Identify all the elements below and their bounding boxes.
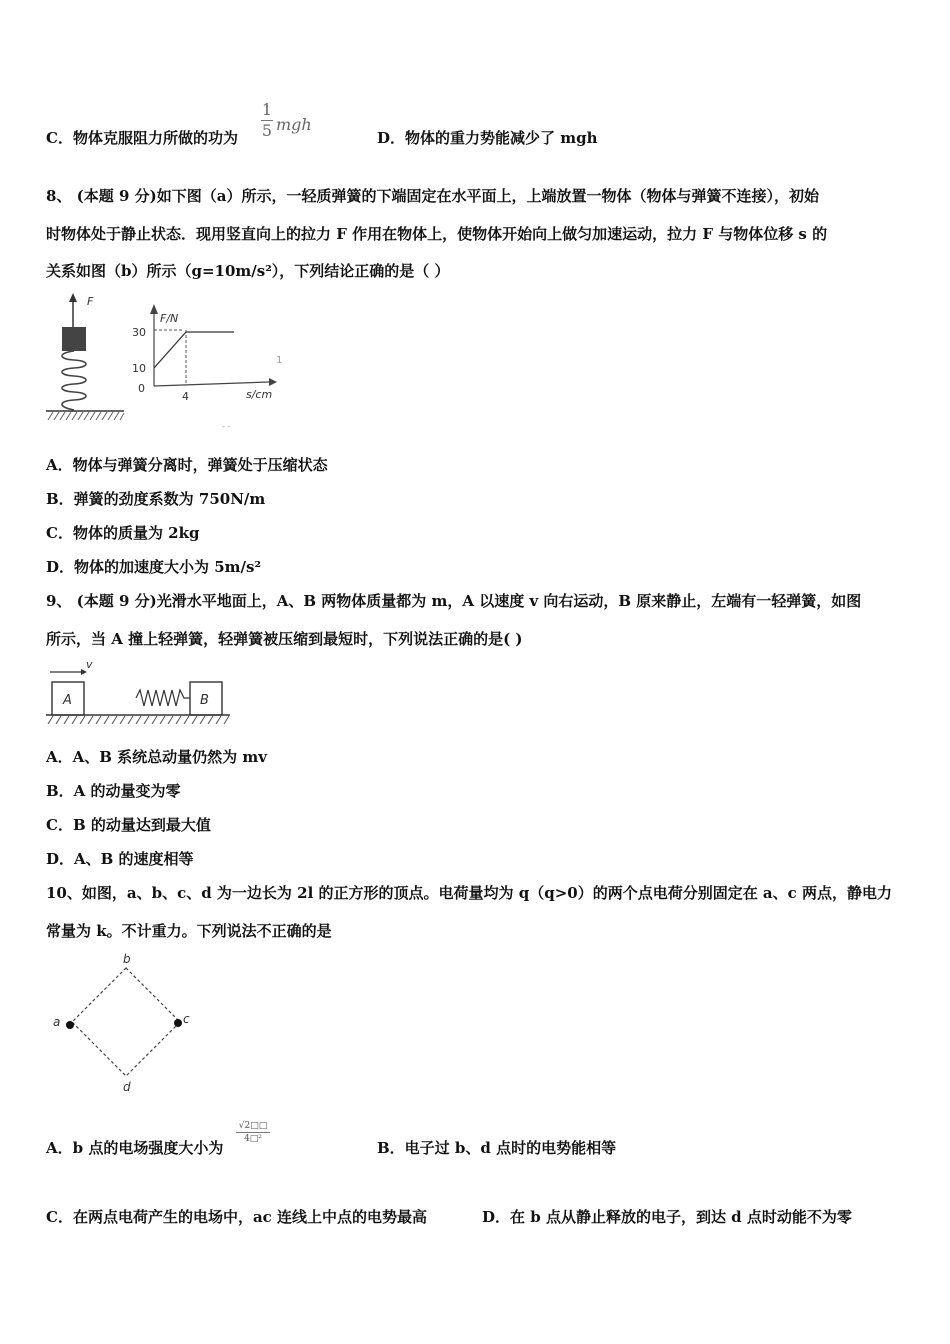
q8-stem-line1: 8、 (本题 9 分)如下图（a）所示，一轻质弹簧的下端固定在水平面上，上端放置一物体（物体与弹簧不连接），初始 — [46, 187, 819, 205]
q9-stem-line1: 9、 (本题 9 分)光滑水平地面上，A、B 两物体质量都为 m，A 以速度 v 向右运动，B 原来静止，左端有一轻弹簧，如图 — [46, 592, 862, 610]
q8-option-d: D．物体的加速度大小为 5m/s² — [46, 558, 262, 576]
q8-option-a: A．物体与弹簧分离时，弹簧处于压缩状态 — [46, 456, 328, 474]
q7-fraction-denominator: 5 — [261, 121, 273, 140]
q8-figure — [44, 290, 294, 430]
q9-stem-line2: 所示，当 A 撞上轻弹簧，轻弹簧被压缩到最短时，下列说法正确的是( ) — [46, 630, 523, 648]
block-on-spring — [62, 327, 86, 351]
q8-option-c: C．物体的质量为 2kg — [46, 524, 200, 542]
q10-option-a: A．b 点的电场强度大小为 — [46, 1139, 224, 1157]
y-tick-10: 10 — [132, 362, 146, 375]
q7-fraction — [261, 102, 273, 139]
q8-option-b: B．弹簧的劲度系数为 750N/m — [46, 490, 266, 508]
y-tick-30: 30 — [132, 326, 146, 339]
velocity-label: v — [86, 658, 93, 671]
vertex-b-label: b — [123, 952, 131, 966]
q10-option-c: C．在两点电荷产生的电场中，ac 连线上中点的电势最高 — [46, 1208, 428, 1226]
force-label: F — [87, 295, 94, 308]
q7-fraction-tail: mgh — [276, 115, 312, 134]
q10-stem-line1: 10、如图，a、b、c、d 为一边长为 2l 的正方形的顶点。电荷量均为 q（q>0）的两个点电荷分别固定在 a、c 两点，静电力 — [46, 884, 893, 902]
y-axis-label: F/N — [160, 312, 179, 325]
spring-apparatus — [46, 293, 124, 420]
q8-stem-line3: 关系如图（b）所示（g=10m/s²），下列结论正确的是（ ） — [46, 262, 450, 280]
spring — [136, 690, 190, 706]
q8-stem-line2: 时物体处于静止状态．现用竖直向上的拉力 F 作用在物体上，使物体开始向上做匀加速运动，拉力 F 与物体位移 s 的 — [46, 225, 828, 243]
q7-option-c — [46, 128, 238, 148]
q10-fraction-numerator: √2□□ — [238, 1121, 268, 1131]
svg-text:1: 1 — [276, 355, 283, 366]
q10-stem-line2: 常量为 k。不计重力。下列说法不正确的是 — [46, 922, 332, 940]
spring — [62, 351, 86, 410]
vertex-d-label: d — [123, 1080, 131, 1094]
q10-figure — [48, 950, 198, 1100]
q9-figure — [44, 654, 236, 730]
q9-option-a: A．A、B 系统总动量仍然为 mv — [46, 748, 267, 766]
vertex-c-label: c — [183, 1012, 190, 1026]
f-series — [154, 332, 234, 368]
x-tick-4: 4 — [182, 390, 189, 403]
square-abcd — [72, 968, 180, 1076]
q7-option-d: D．物体的重力势能减少了 mgh — [377, 129, 598, 147]
x-axis — [154, 382, 269, 386]
charge-a — [66, 1021, 74, 1029]
svg-text:- -: - - — [222, 422, 231, 430]
q9-option-c: C．B 的动量达到最大值 — [46, 816, 211, 834]
q10-option-d: D．在 b 点从静止释放的电子，到达 d 点时动能不为零 — [482, 1208, 852, 1226]
q10-fraction — [236, 1121, 270, 1144]
origin-label: 0 — [138, 382, 145, 395]
q10-fraction-denominator: 4□² — [236, 1132, 270, 1144]
block-b-label: B — [200, 693, 209, 708]
x-axis-label: s/cm — [246, 388, 273, 401]
force-displacement-graph — [132, 304, 282, 430]
charge-c — [174, 1019, 182, 1027]
q9-option-d: D．A、B 的速度相等 — [46, 850, 194, 868]
q10-option-b: B．电子过 b、d 点时的电势能相等 — [377, 1139, 617, 1157]
q7-fraction-numerator: 1 — [261, 100, 273, 119]
f-s-line — [154, 332, 234, 368]
q7-option-c-text: C．物体克服阻力所做的功为 — [46, 129, 238, 147]
vertex-a-label: a — [53, 1015, 61, 1029]
q9-option-b: B．A 的动量变为零 — [46, 782, 181, 800]
block-a-label: A — [63, 693, 72, 708]
